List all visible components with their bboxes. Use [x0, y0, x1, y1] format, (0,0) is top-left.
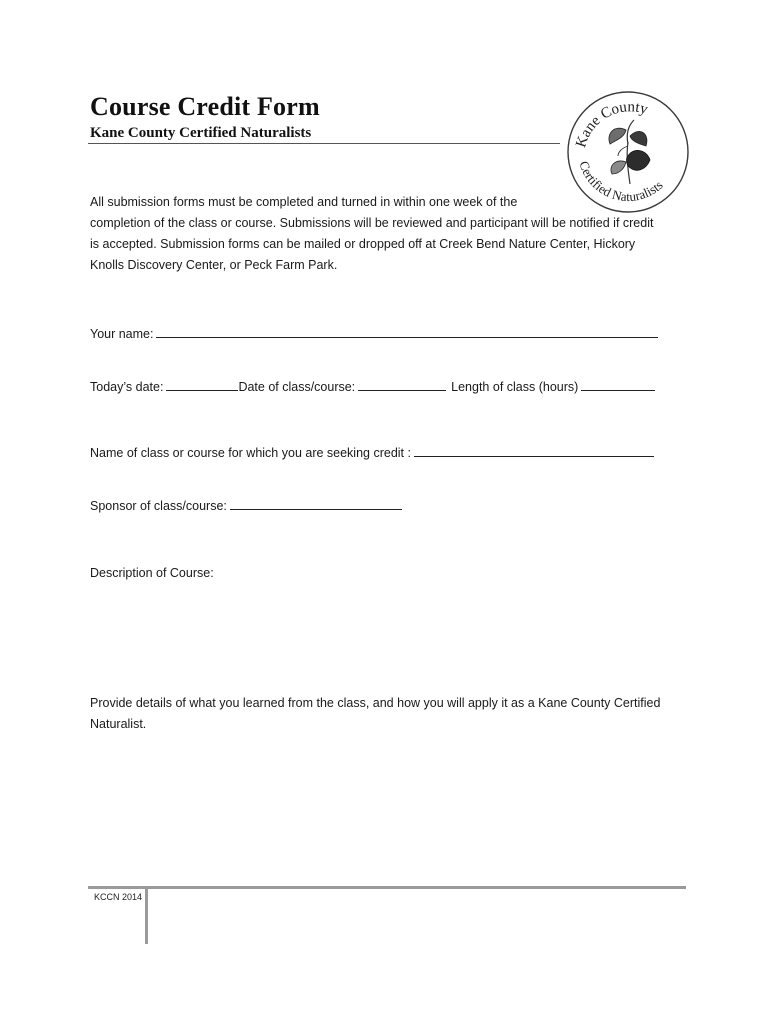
- todays-date-label: Today’s date:: [90, 380, 164, 394]
- your-name-row: [90, 324, 658, 344]
- footer-divider: [88, 886, 686, 889]
- date-of-class-field[interactable]: [358, 377, 446, 391]
- sponsor-field[interactable]: [230, 496, 402, 510]
- form-subtitle: Kane County Certified Naturalists: [90, 125, 312, 141]
- class-name-field[interactable]: [414, 443, 654, 457]
- description-label: Description of Course:: [90, 566, 214, 580]
- details-area[interactable]: [90, 740, 680, 870]
- intro-line-4: Knolls Discovery Center, or Peck Farm Park.: [90, 258, 338, 272]
- sponsor-label: Sponsor of class/course:: [90, 499, 227, 513]
- form-title: Course Credit Form: [90, 92, 320, 121]
- intro-line-1: All submission forms must be completed and turned in within one week of the: [90, 195, 518, 209]
- footer-code: KCCN 2014: [94, 892, 143, 902]
- details-label-line-2: Naturalist.: [90, 717, 147, 731]
- class-name-row: [90, 443, 654, 463]
- footer-vertical-divider: [145, 886, 148, 944]
- description-area[interactable]: [90, 586, 680, 676]
- details-label-line-1: Provide details of what you learned from the class, and how you will apply it as a Kane County Certified: [90, 696, 661, 710]
- logo-text-bottom: Certified Naturalists: [576, 159, 666, 205]
- intro-line-2: completion of the class or course. Submissions will be reviewed and participant will be notified if credit: [90, 216, 654, 230]
- intro-line-3: is accepted. Submission forms can be mailed or dropped off at Creek Bend Nature Center, Hickory: [90, 237, 636, 251]
- date-row: [90, 377, 655, 397]
- kccn-logo: [566, 90, 690, 214]
- logo-text-top: Kane County: [573, 99, 650, 150]
- sponsor-row: [90, 496, 402, 516]
- your-name-field[interactable]: [156, 324, 658, 338]
- date-of-class-label: Date of class/course:: [238, 380, 356, 394]
- class-name-label: Name of class or course for which you are seeking credit :: [90, 446, 411, 460]
- todays-date-field[interactable]: [166, 377, 238, 391]
- length-of-class-label: Length of class (hours): [451, 380, 579, 394]
- title-divider: [88, 143, 560, 144]
- length-of-class-field[interactable]: [581, 377, 655, 391]
- your-name-label: Your name:: [90, 327, 154, 341]
